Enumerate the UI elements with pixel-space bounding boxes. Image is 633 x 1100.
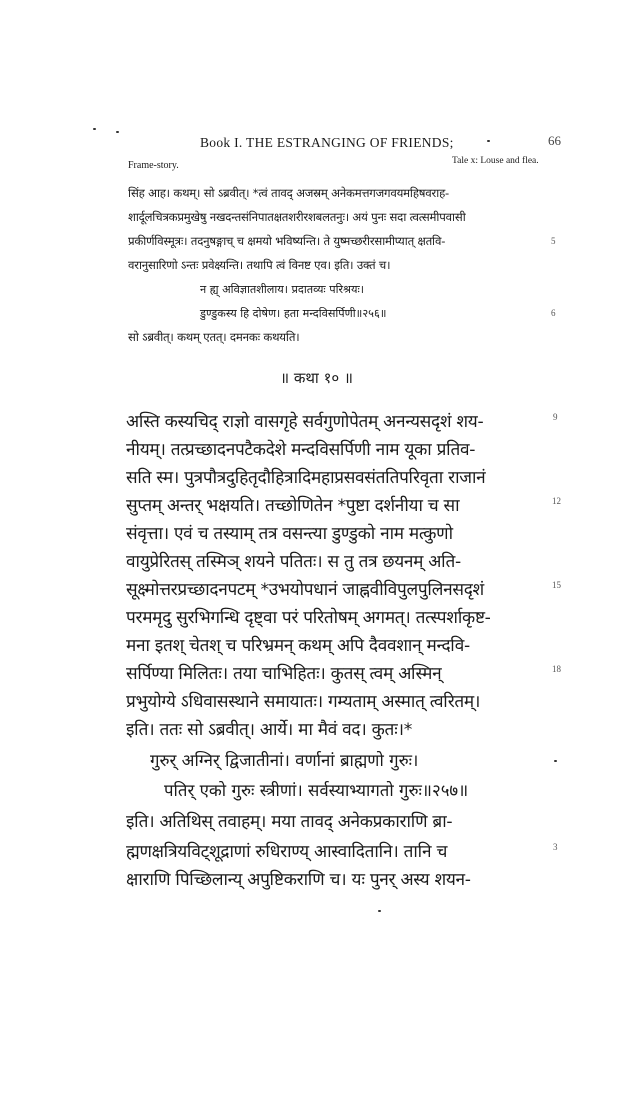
tale-heading: ॥ कथा १० ॥ [280, 369, 353, 387]
frame-story-label: Frame-story. [128, 160, 179, 171]
tale-line: सर्पिण्या मिलितः। तया चाभिहितः। कुतस् त्वम् अस्मिन् [126, 664, 442, 684]
margin-line-number: 3 [553, 842, 558, 852]
frame-verse-line: न ह्य् अविज्ञातशीलाय। प्रदातव्यः परिश्रयः। [200, 283, 364, 296]
scan-speck [378, 910, 381, 912]
scan-speck [93, 128, 96, 130]
tale-line: सति स्म। पुत्रपौत्रदुहितृदौहित्रादिमहाप्रसवसंततिपरिवृता राजानं [126, 468, 486, 488]
tale-line: सूक्ष्मोत्तरप्रच्छादनपटम् *उभयोपधानं जाह्नवीविपुलपुलिनसदृशं [126, 580, 484, 600]
tale-line: सुप्तम् अन्तर् भक्षयति। तच्छोणितेन *पुष्टा दर्शनीया च सा [126, 496, 460, 516]
tale-line: ह्मणक्षत्रियविट्शूद्राणां रुधिराण्य् आस्वादितानि। तानि च [126, 842, 448, 862]
tale-verse-line: गुरुर् अग्निर् द्विजातीनां। वर्णानां ब्राह्मणो गुरुः। [150, 750, 419, 770]
tale-line: नीयम्। तत्प्रच्छादनपटैकदेशे मन्दविसर्पिणी नाम यूका प्रतिव- [126, 440, 476, 460]
frame-line: वरानुसारिणो ऽन्तः प्रवेक्ष्यन्ति। तथापि त्वं विनष्ट एव। इति। उक्तं च। [128, 258, 391, 272]
tale-line: वायुप्रेरितस् तस्मिञ् शयने पतितः। स तु तत्र छयनम् अति- [126, 552, 461, 572]
frame-verse-line: डुण्डुकस्य हि दोषेण। हता मन्दविसर्पिणी॥२५६॥ [200, 307, 387, 320]
margin-line-number: 9 [553, 412, 558, 422]
margin-line-number: 6 [551, 308, 556, 318]
tale-line: संवृत्ता। एवं च तस्याम् तत्र वसन्त्या डुण्डुको नाम मत्कुणो [126, 524, 453, 544]
frame-line: प्रकीर्णविस्मूत्रः। तदनुषङ्गाच् च क्षमयो भविष्यन्ति। ते युष्मच्छरीरसामीप्यात् क्षतवि- [128, 234, 446, 248]
scan-speck [116, 131, 119, 133]
frame-line: सिंह आह। कथम्। सो ऽब्रवीत्। *त्वं तावद् अजस्रम् अनेकमत्तगजगवयमहिषवराह- [128, 186, 450, 200]
scan-speck [487, 140, 490, 142]
margin-line-number: 5 [551, 236, 556, 246]
tale-line: इति। ततः सो ऽब्रवीत्। आर्ये। मा मैवं वद। कुतः।* [126, 720, 412, 740]
scan-speck [554, 760, 557, 762]
tale-line: अस्ति कस्यचिद् राज्ञो वासगृहे सर्वगुणोपेतम् अनन्यसदृशं शय- [126, 412, 484, 432]
tale-line: क्षाराणि पिच्छिलान्य् अपुष्टिकराणि च। यः पुनर् अस्य शयन- [126, 870, 471, 890]
running-head: Book I. THE ESTRANGING OF FRIENDS; [200, 135, 454, 150]
margin-line-number: 15 [552, 580, 561, 590]
margin-line-number: 18 [552, 664, 561, 674]
tale-line: प्रभुयोग्ये ऽधिवासस्थाने समायातः। गम्यताम् अस्मात् त्वरितम्। [126, 692, 481, 712]
frame-line: शार्दूलचित्रकप्रमुखेषु नखदन्तसंनिपातक्षतशरीरशबलतनुः। अयं पुनः सदा त्वत्समीपवासी [128, 210, 466, 224]
tale-label: Tale x: Louse and flea. [452, 156, 539, 166]
frame-closing-line: सो ऽब्रवीत्। कथम् एतत्। दमनकः कथयति। [128, 330, 300, 344]
margin-line-number: 12 [552, 496, 561, 506]
tale-verse-line: पतिर् एको गुरुः स्त्रीणां। सर्वस्याभ्यागतो गुरुः॥२५७॥ [164, 780, 469, 800]
tale-line: परममृदु सुरभिगन्धि दृष्ट्वा परं परितोषम् अगमत्। तत्स्पर्शाकृष्ट- [126, 608, 491, 628]
tale-line: इति। अतिथिस् तवाहम्। मया तावद् अनेकप्रकाराणि ब्रा- [126, 812, 453, 832]
page-number: 66 [548, 133, 561, 148]
tale-line: मना इतश् चेतश् च परिभ्रमन् कथम् अपि दैववशान् मन्दवि- [126, 636, 470, 656]
